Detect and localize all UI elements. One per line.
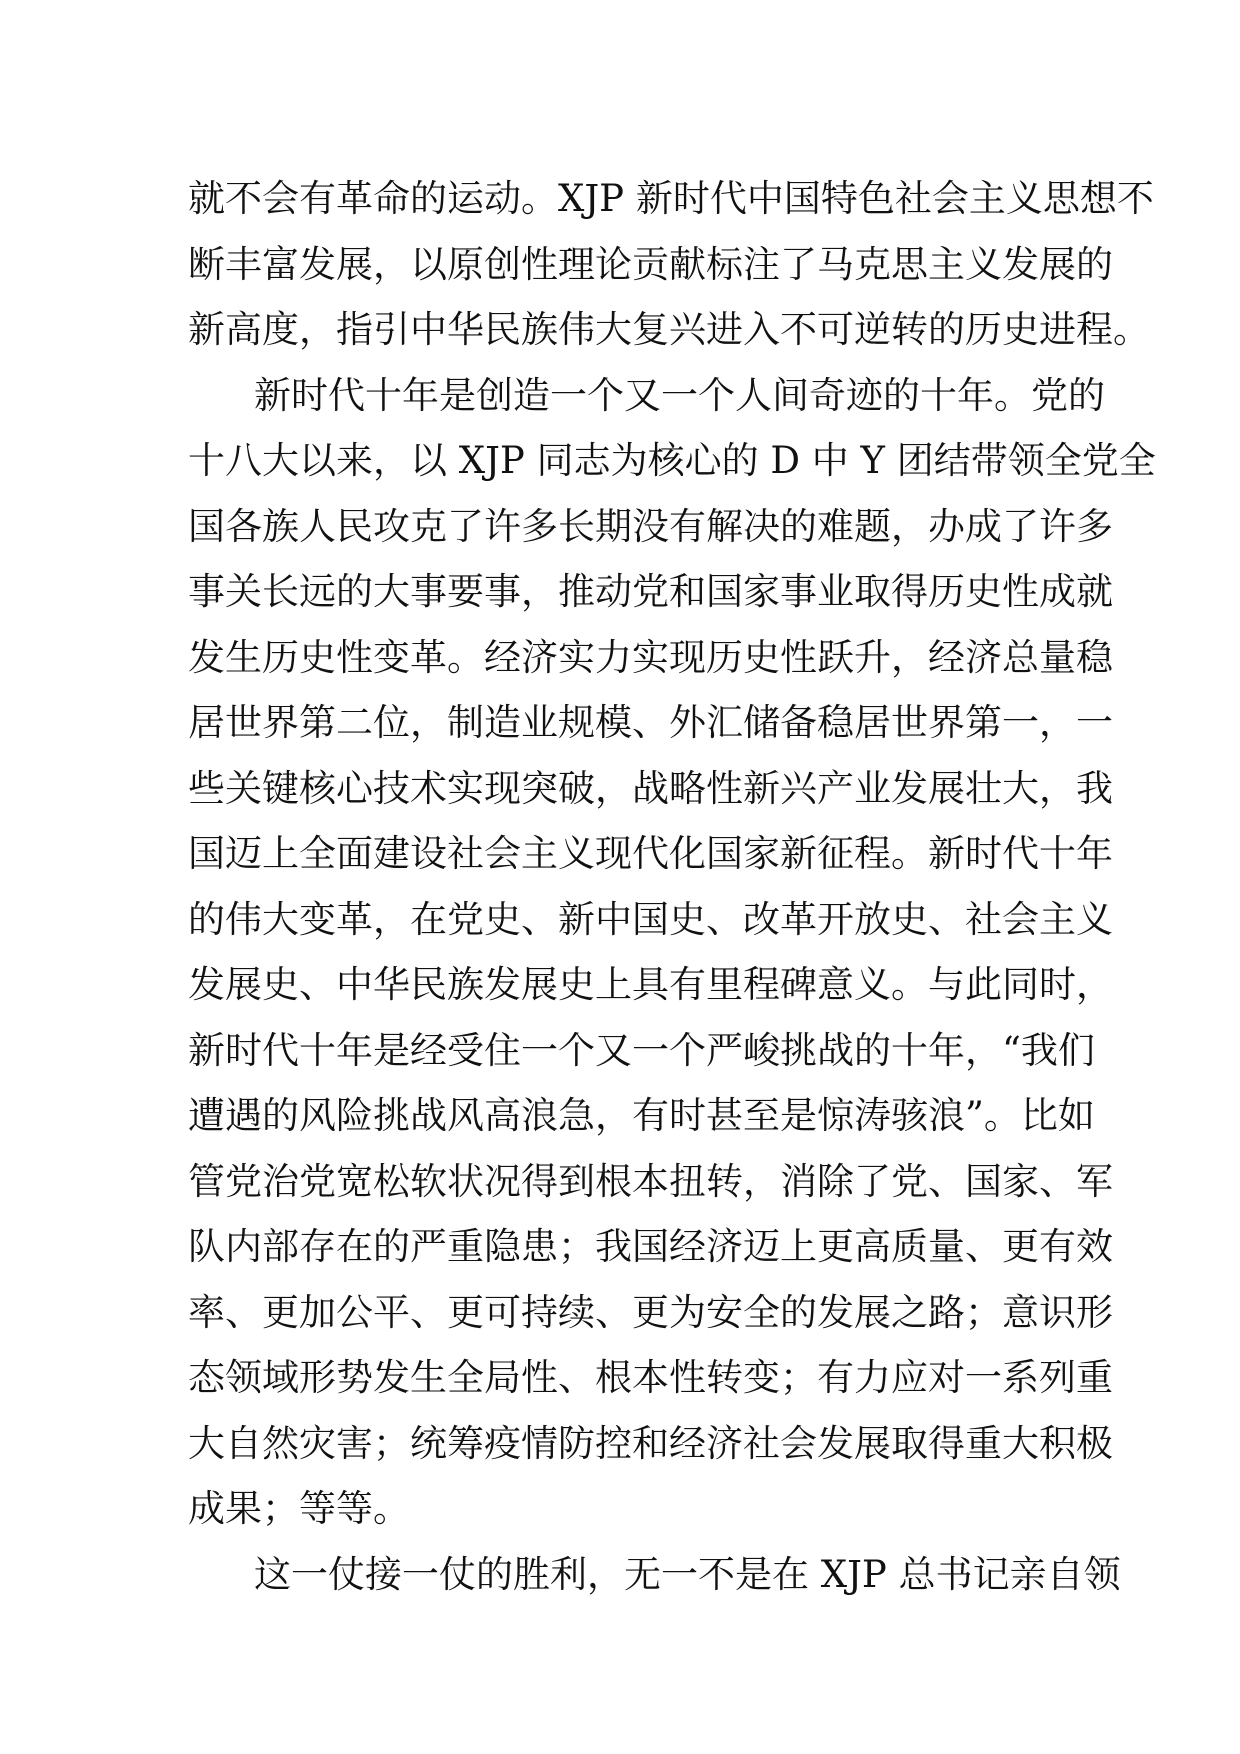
- text-line: 居世界第二位，制造业规模、外汇储备稳居世界第一，一: [188, 701, 1113, 744]
- text-line: 事关长远的大事要事，推动党和国家事业取得历史性成就: [188, 570, 1113, 613]
- text-line: 率、更加公平、更可持续、更为安全的发展之路；意识形: [188, 1290, 1113, 1334]
- text-line: 发展史、中华民族发展史上具有里程碑意义。与此同时，: [188, 963, 1113, 1006]
- text-line: 就不会有革命的运动。XJP 新时代中国特色社会主义思想不: [188, 177, 1154, 220]
- text-line: 队内部存在的严重隐患；我国经济迈上更高质量、更有效: [188, 1225, 1113, 1268]
- text-line: 断丰富发展，以原创性理论贡献标注了马克思主义发展的: [188, 242, 1113, 286]
- text-line: 大自然灾害；统筹疫情防控和经济社会发展取得重大积极: [188, 1421, 1113, 1465]
- body-text: [188, 166, 1156, 1607]
- paragraph-start-line: 新时代十年是创造一个又一个人间奇迹的十年。党的: [254, 373, 1105, 417]
- paragraph-end-line: 成果；等等。: [188, 1487, 410, 1530]
- paragraph-end-line: 新高度，指引中华民族伟大复兴进入不可逆转的历史进程。: [188, 308, 1150, 351]
- text-line: 新时代十年是经受住一个又一个严峻挑战的十年，“我们: [188, 1028, 1095, 1072]
- paragraph-start-line: 这一仗接一仗的胜利，无一不是在 XJP 总书记亲自领: [254, 1552, 1121, 1596]
- text-line: 十八大以来，以 XJP 同志为核心的 D 中 Y 团结带领全党全: [188, 439, 1156, 482]
- text-line: 发生历史性变革。经济实力实现历史性跃升，经济总量稳: [188, 635, 1113, 679]
- text-line: 管党治党宽松软状况得到根本扭转，消除了党、国家、军: [188, 1159, 1113, 1203]
- text-line: 些关键核心技术实现突破，战略性新兴产业发展壮大，我: [188, 766, 1113, 810]
- text-line: 国迈上全面建设社会主义现代化国家新征程。新时代十年: [188, 832, 1113, 875]
- text-line: 态领域形势发生全局性、根本性转变；有力应对一系列重: [188, 1356, 1113, 1399]
- text-line: 的伟大变革，在党史、新中国史、改革开放史、社会主义: [188, 897, 1113, 941]
- text-line: 遭遇的风险挑战风高浪急，有时甚至是惊涛骇浪”。比如: [188, 1094, 1095, 1137]
- text-line: 国各族人民攻克了许多长期没有解决的难题，办成了许多: [188, 504, 1113, 548]
